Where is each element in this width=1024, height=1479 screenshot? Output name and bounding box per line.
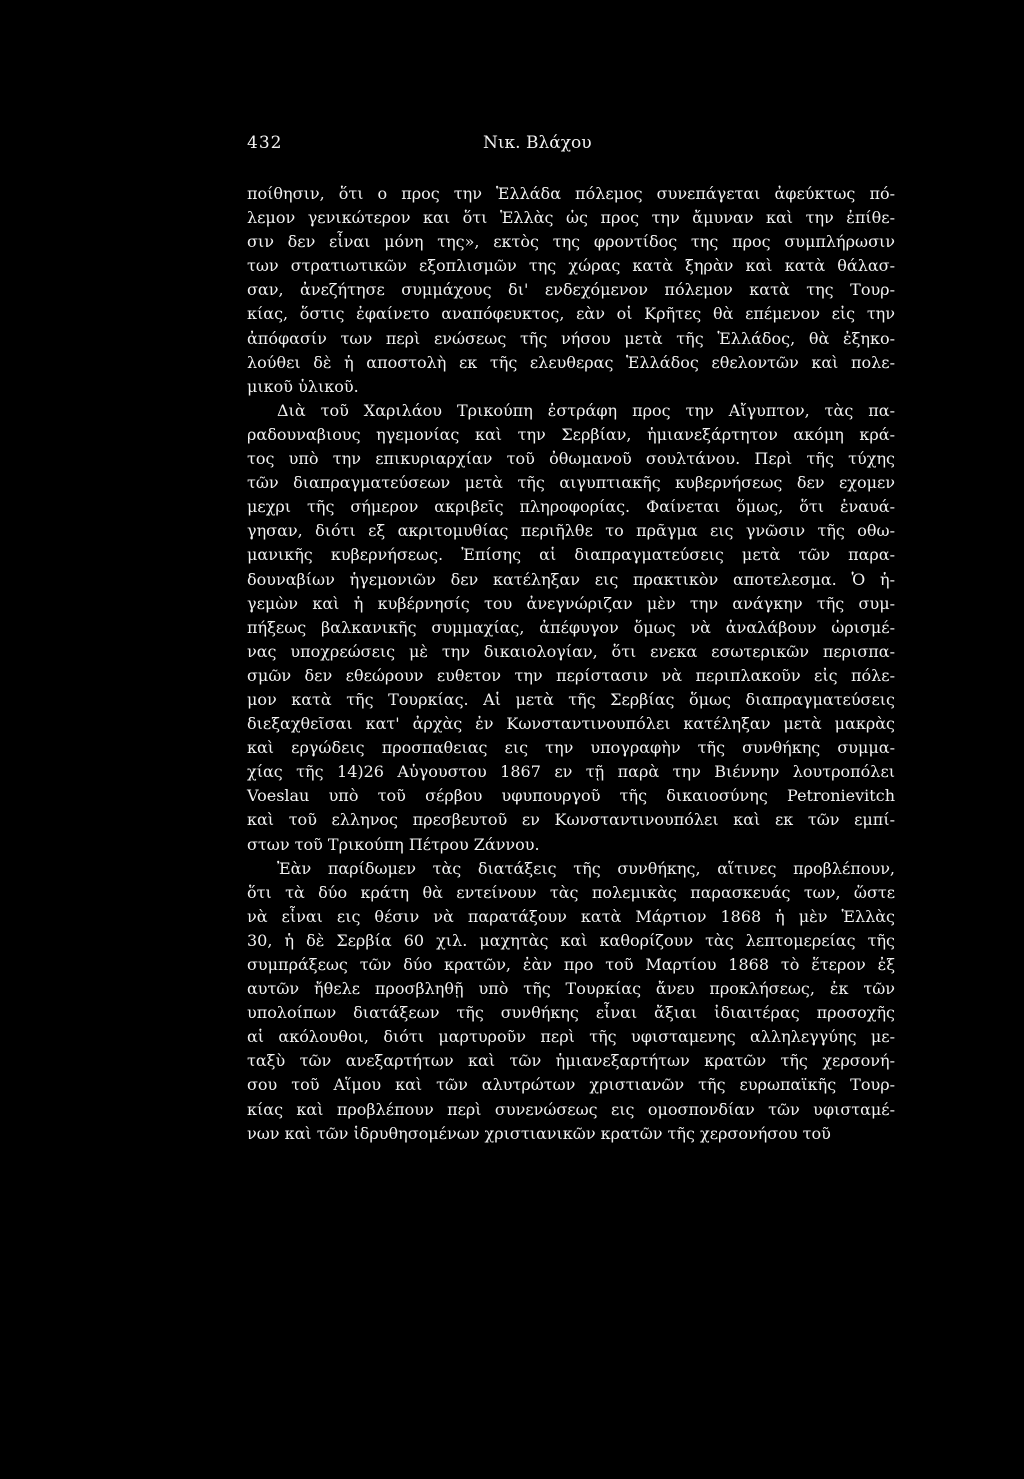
text-line: πήξεως βαλκανικῆς συμμαχίας, ἀπέφυγον ὅμως νὰ ἀναλάβουν ὡρισμέ- [247, 617, 895, 637]
text-line: αυτῶν ἤθελε προσβληθῇ υπὸ τῆς Τουρκίας ἄνευ προκλήσεως, ἐκ τῶν [247, 979, 895, 999]
text-line: μικοῦ ὑλικοῦ. [247, 376, 359, 396]
text-line: λεμον γενικώτερον και ὅτι Ἑλλὰς ὡς προς την ἄμυναν καὶ την ἐπίθε- [247, 208, 895, 228]
text-line: σου τοῦ Αἵμου καὶ τῶν αλυτρώτων χριστιανῶν τῆς ευρωπαϊκῆς Τουρ- [247, 1075, 895, 1095]
text-line: σιν δεν εἶναι μόνη της», εκτὸς της φροντίδος της προς συμπλήρωσιν [247, 232, 895, 252]
page-number: 432 [247, 133, 283, 153]
text-line: χίας τῆς 14)26 Αὐγουστου 1867 εν τῇ παρὰ την Βιέννην λουτροπόλει [247, 762, 895, 782]
text-line: ἀπόφασίν των περὶ ενώσεως τῆς νήσου μετὰ τῆς Ἑλλάδος, θὰ ἐξηκο- [247, 328, 895, 348]
text-line: Διὰ τοῦ Χαριλάου Τρικούπη ἐστράφη προς την Αἴγυπτον, τὰς πα- [277, 400, 895, 420]
running-head-author: Νικ. Βλάχου [483, 133, 592, 153]
text-line: γεμὼν καὶ ἡ κυβέρνησίς του ἀνεγνώριζαν μὲν την ανάγκην τῆς συμ- [247, 593, 895, 613]
text-line: ὅτι τὰ δύο κράτη θὰ εντείνουν τὰς πολεμικὰς παρασκευάς των, ὥστε [247, 882, 895, 902]
paragraph [247, 182, 895, 399]
text-line: μον κατὰ τῆς Τουρκίας. Αἱ μετὰ τῆς Σερβίας ὅμως διαπραγματεύσεις [247, 689, 895, 709]
text-line: λούθει δὲ ἡ αποστολὴ εκ τῆς ελευθερας Ἑλλάδος εθελοντῶν καὶ πολε- [247, 352, 895, 372]
text-line: 30, ἡ δὲ Σερβία 60 χιλ. μαχητὰς καὶ καθορίζουν τὰς λεπτομερείας τῆς [247, 930, 895, 950]
text-line: μεχρι τῆς σήμερον ακριβεῖς πληροφορίας. Φαίνεται ὅμως, ὅτι ἐναυά- [247, 497, 895, 517]
text-line: υπολοίπων διατάξεων τῆς συνθήκης εἶναι ἄξιαι ἰδιαιτέρας προσοχῆς [247, 1003, 895, 1023]
text-line: ποίθησιν, ὅτι ο προς την Ἑλλάδα πόλεμος συνεπάγεται ἀφεύκτως πό- [247, 184, 895, 203]
text-line: Voeslau υπὸ τοῦ σέρβου υφυπουργοῦ τῆς δικαιοσύνης Petronievitch [247, 786, 895, 806]
text-line: ραδουναβιους ηγεμονίας καὶ την Σερβίαν, ἡμιανεξάρτητον ακόμη κρά- [247, 424, 895, 444]
text-line: των στρατιωτικῶν εξοπλισμῶν της χώρας κατὰ ξηρὰν καὶ κατὰ θάλασ- [247, 256, 895, 276]
page-header [247, 133, 895, 157]
text-line: τῶν διαπραγματεύσεων μετὰ τῆς αιγυπτιακῆς κυβερνήσεως δεν εχομεν [247, 473, 895, 493]
text-line: ταξὺ τῶν ανεξαρτήτων καὶ τῶν ἡμιανεξαρτήτων κρατῶν τῆς χερσονή- [247, 1051, 895, 1071]
text-line: αἱ ακόλουθοι, διότι μαρτυροῦν περὶ τῆς υφισταμενης αλληλεγγύης με- [247, 1027, 895, 1047]
text-line: κίας καὶ προβλέπουν περὶ συνενώσεως εις ομοσπονδίαν τῶν υφισταμέ- [247, 1099, 895, 1119]
text-line: καὶ τοῦ ελληνος πρεσβευτοῦ εν Κωνσταντινουπόλει καὶ εκ τῶν εμπί- [247, 810, 895, 830]
text-line: καὶ εργώδεις προσπαθειας εις την υπογραφὴν τῆς συνθήκης συμμα- [247, 738, 895, 758]
body-text [247, 182, 895, 1146]
paragraph [247, 399, 895, 857]
text-line: Ἐὰν παρίδωμεν τὰς διατάξεις τῆς συνθήκης, αἵτινες προβλέπουν, [277, 858, 895, 878]
text-line: νὰ εἶναι εις θέσιν νὰ παρατάξουν κατὰ Μάρτιον 1868 ἡ μὲν Ἑλλὰς [247, 906, 895, 926]
paragraph [247, 857, 895, 1146]
text-line: δουναβίων ἡγεμονιῶν δεν κατέληξαν εις πρακτικὸν αποτελεσμα. Ὁ ἡ- [247, 569, 895, 589]
text-line: στων τοῦ Τρικούπη Πέτρου Ζάννου. [247, 834, 540, 854]
text-line: νων καὶ τῶν ἱδρυθησομένων χριστιανικῶν κρατῶν τῆς χερσονήσου τοῦ [247, 1123, 831, 1143]
text-line: διεξαχθεῖσαι κατ' ἀρχὰς ἐν Κωνσταντινουπόλει κατέληξαν μετὰ μακρὰς [247, 714, 895, 734]
text-line: συμπράξεως τῶν δύο κρατῶν, ἐὰν προ τοῦ Μαρτίου 1868 τὸ ἕτερον ἐξ [247, 955, 895, 974]
text-line: νας υποχρεώσεις μὲ την δικαιολογίαν, ὅτι ενεκα εσωτερικῶν περισπα- [247, 641, 895, 661]
text-line: μανικῆς κυβερνήσεως. Ἐπίσης αἱ διαπραγματεύσεις μετὰ τῶν παρα- [247, 545, 895, 565]
text-line: γησαν, διότι εξ ακριτομυθίας περιῆλθε το πρᾶγμα εις γνῶσιν τῆς οθω- [247, 521, 895, 541]
text-line: τος υπὸ την επικυριαρχίαν τοῦ ὀθωμανοῦ σουλτάνου. Περὶ τῆς τύχης [247, 449, 895, 469]
text-line: σαν, ἀνεζήτησε συμμάχους δι' ενδεχόμενον πόλεμον κατὰ της Τουρ- [247, 280, 895, 300]
text-line: σμῶν δεν εθεώρουν ευθετον την περίστασιν νὰ περιπλακοῦν εἰς πόλε- [247, 665, 895, 685]
text-line: κίας, ὅστις ἐφαίνετο αναπόφευκτος, εὰν οἱ Κρῆτες θὰ επέμενον εἰς την [247, 304, 895, 324]
